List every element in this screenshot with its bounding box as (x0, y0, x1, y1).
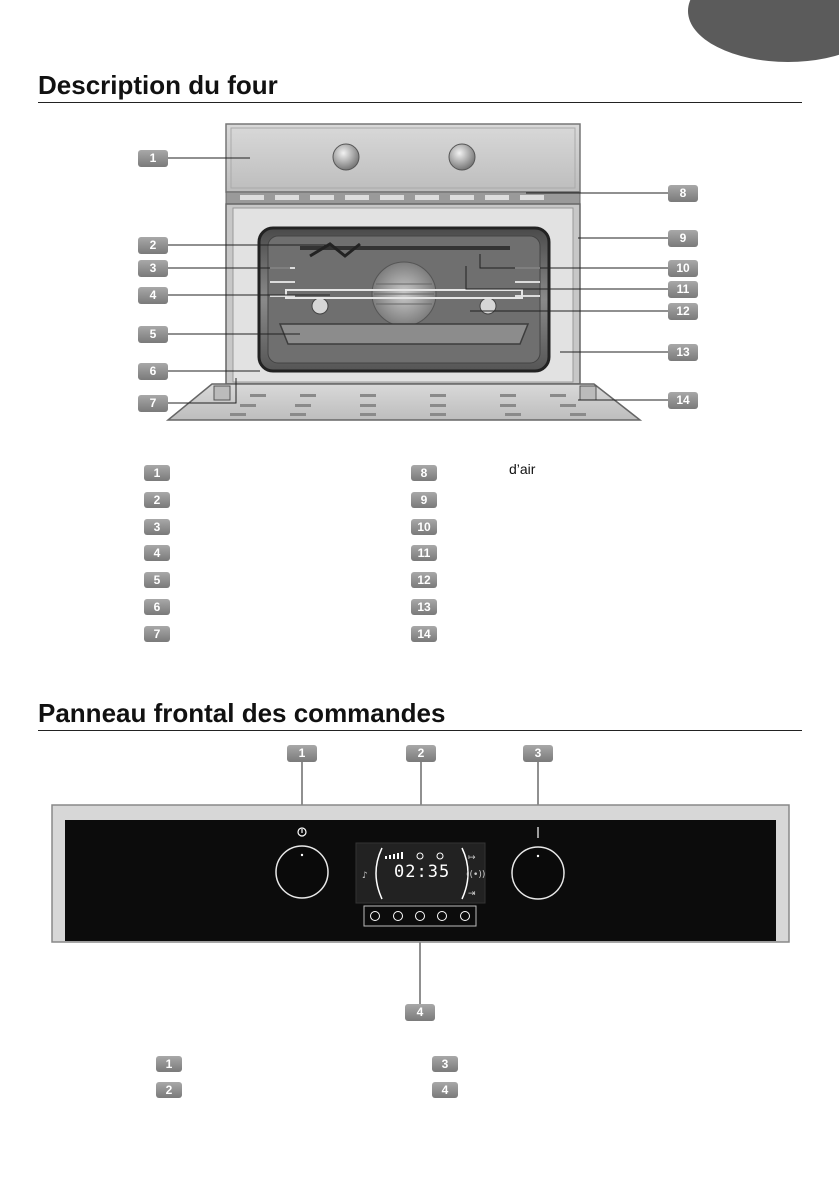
legend-badge-3: 3 (144, 519, 170, 535)
callout-6: 6 (138, 363, 168, 380)
legend-badge-6: 6 (144, 599, 170, 615)
legend-badge-4: 4 (144, 545, 170, 561)
legend-badge-1: 1 (144, 465, 170, 481)
callout-2: 2 (138, 237, 168, 254)
svg-text:((•)): ((•)) (466, 870, 486, 880)
callout-11: 11 (668, 281, 698, 298)
legend-badge-5: 5 (144, 572, 170, 588)
legend-badge-13: 13 (411, 599, 437, 615)
callout-10: 10 (668, 260, 698, 277)
legend-badge-7: 7 (144, 626, 170, 642)
legend-badge-10: 10 (411, 519, 437, 535)
panel-callout-4: 4 (405, 1004, 435, 1021)
legend-badge-2: 2 (144, 492, 170, 508)
legend-badge-8: 8 (411, 465, 437, 481)
section-title-control-panel: Panneau frontal des commandes (38, 698, 446, 728)
panel-callout-2: 2 (406, 745, 436, 762)
callout-9: 9 (668, 230, 698, 247)
callout-3: 3 (138, 260, 168, 277)
panel-legend-badge-2: 2 (156, 1082, 182, 1098)
panel-legend-badge-1: 1 (156, 1056, 182, 1072)
legend-badge-11: 11 (411, 545, 437, 561)
panel-legend-badge-3: 3 (432, 1056, 458, 1072)
callout-1: 1 (138, 150, 168, 167)
svg-text:⇥: ⇥ (468, 889, 476, 899)
callout-14: 14 (668, 392, 698, 409)
panel-legend-badge-4: 4 (432, 1082, 458, 1098)
display-time: 02:35 (394, 862, 451, 882)
panel-callout-3: 3 (523, 745, 553, 762)
callout-4: 4 (138, 287, 168, 304)
legend-badge-14: 14 (411, 626, 437, 642)
callout-8: 8 (668, 185, 698, 202)
section-title-oven-description: Description du four (38, 70, 278, 100)
legend-badge-9: 9 (411, 492, 437, 508)
callout-12: 12 (668, 303, 698, 320)
legend-text-8: d’air (509, 461, 536, 477)
panel-callout-1: 1 (287, 745, 317, 762)
svg-text:♪: ♪ (362, 871, 368, 881)
callout-7: 7 (138, 395, 168, 412)
callout-13: 13 (668, 344, 698, 361)
svg-text:↦: ↦ (468, 853, 476, 863)
callout-5: 5 (138, 326, 168, 343)
legend-badge-12: 12 (411, 572, 437, 588)
